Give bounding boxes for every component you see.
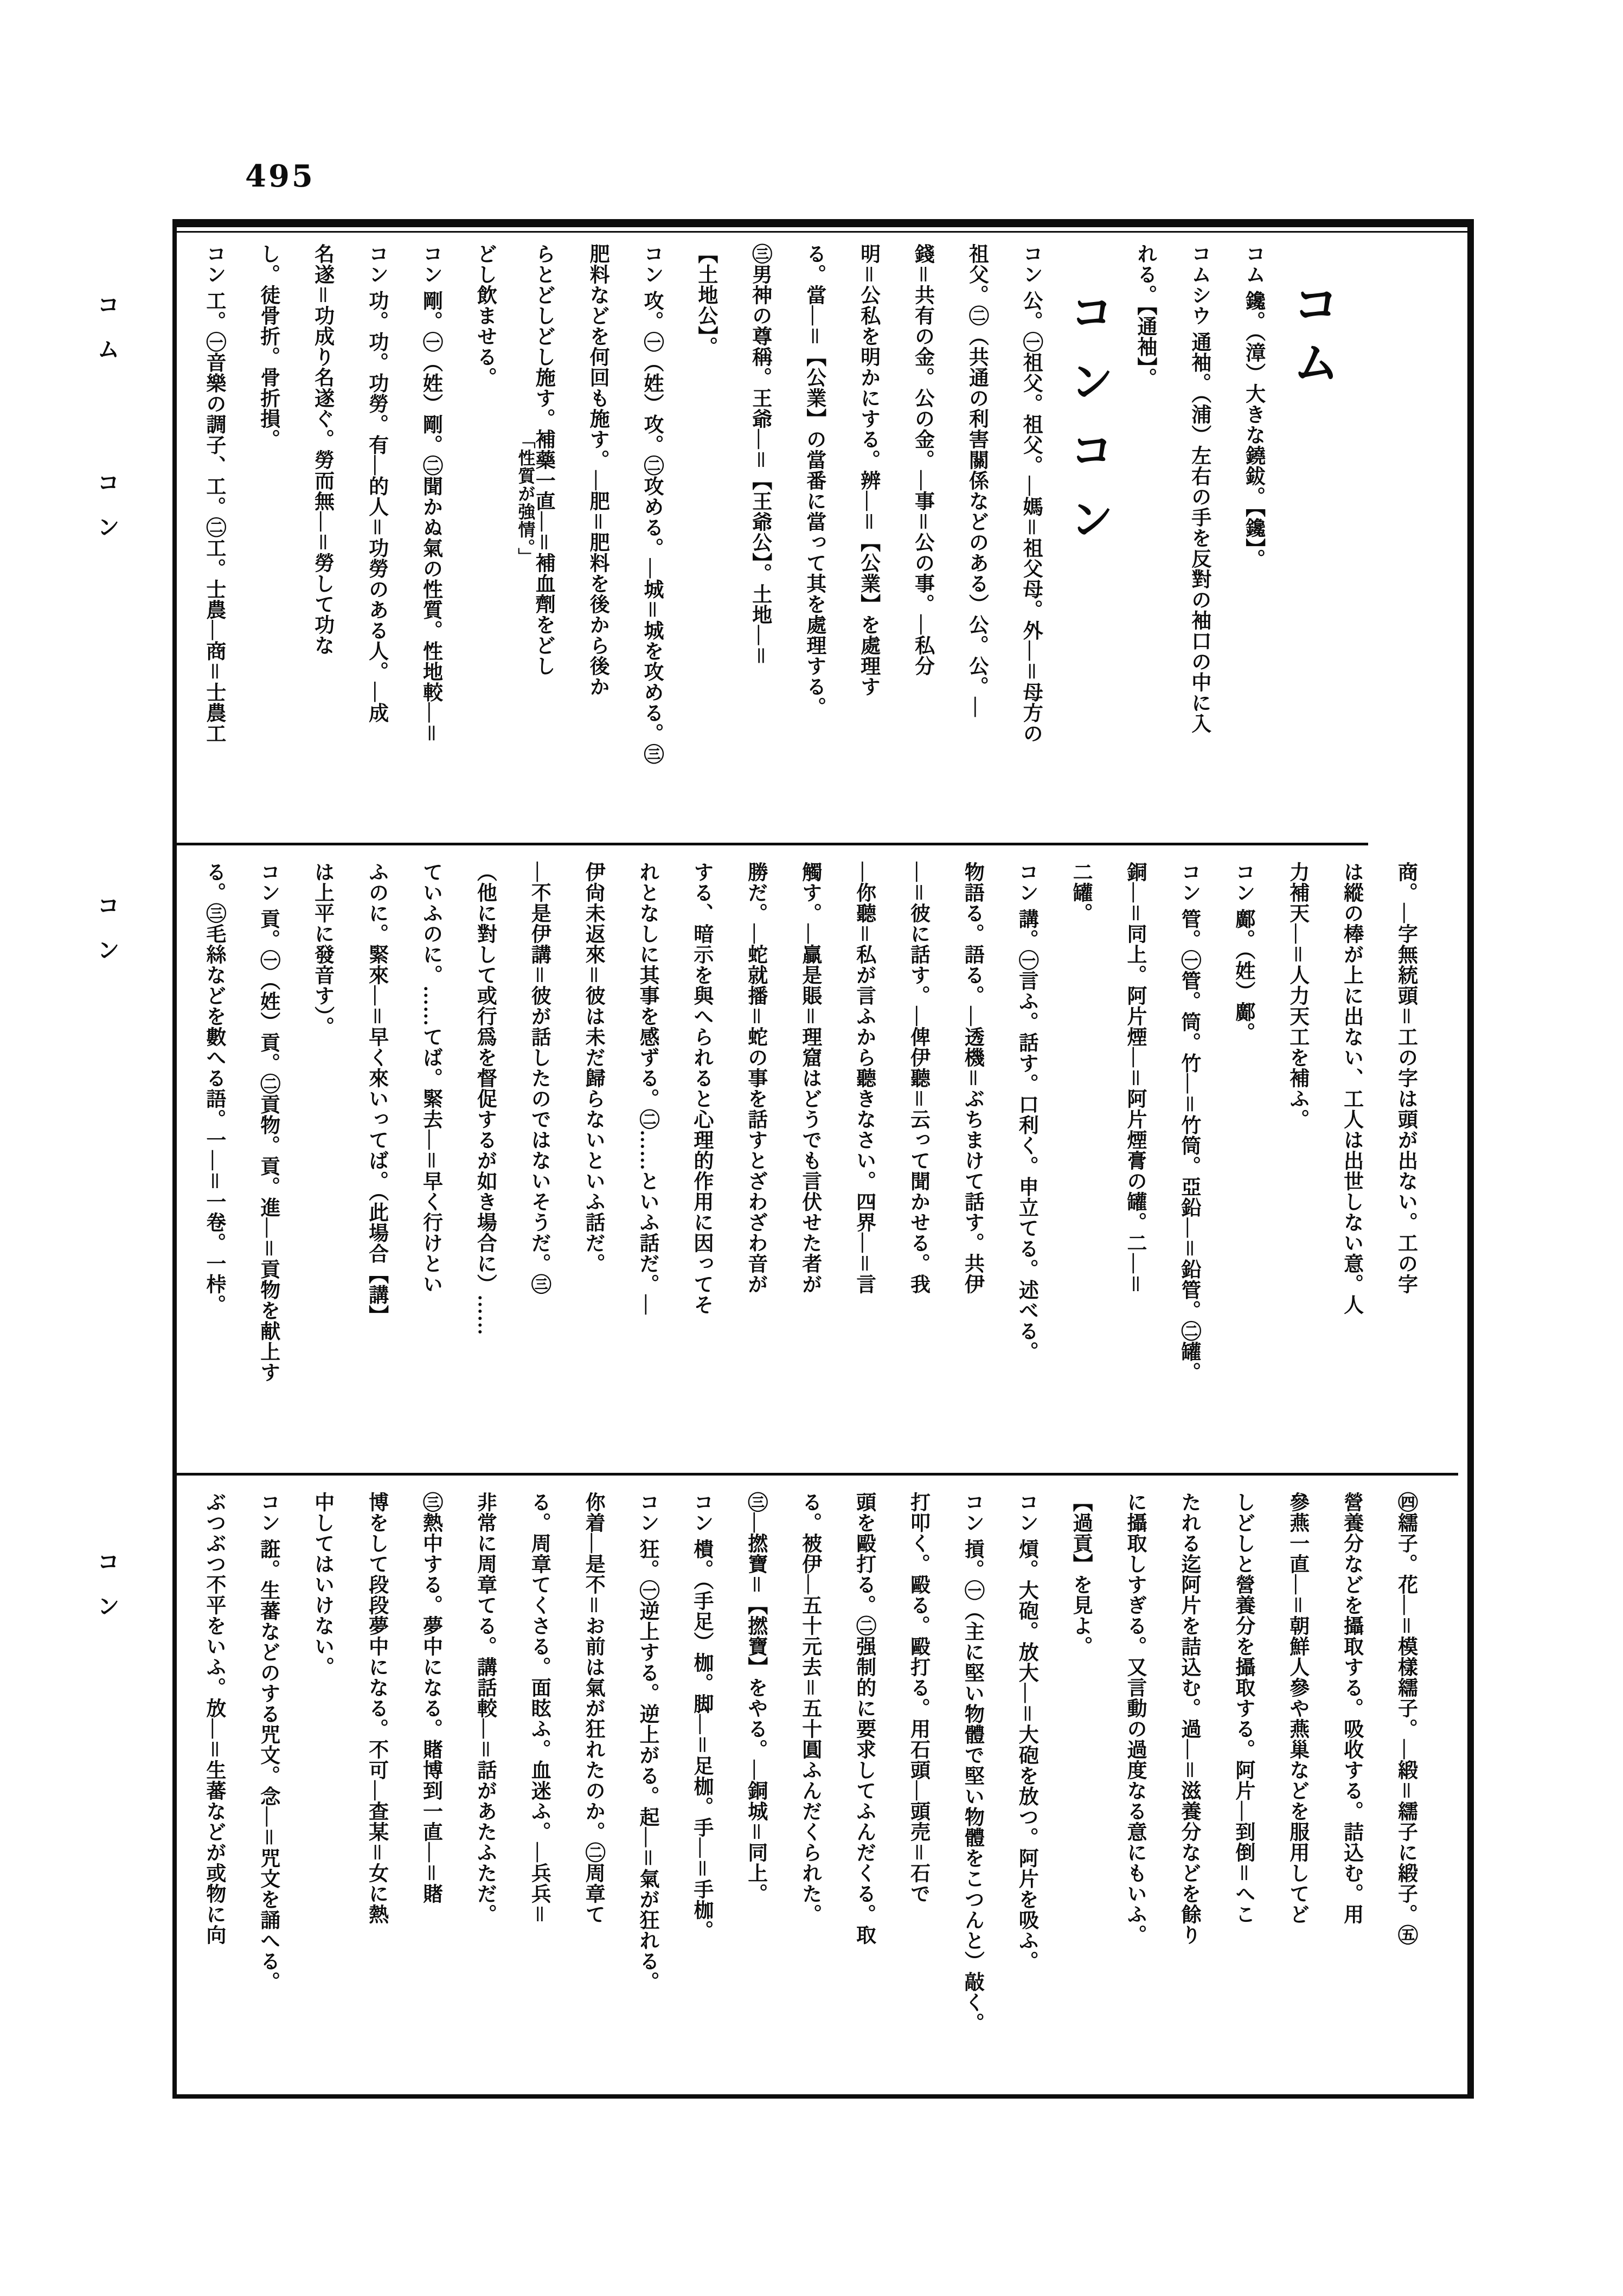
entry-text-column: 祖父。㊁（共通の利害關係などのある）公。公。― <box>965 243 988 717</box>
entry-text-column: に攝取しすぎる。又言動の過度なる意にもいふ。 <box>1124 1492 1146 1945</box>
entry-text-column: る。㊂毛絲などを數へる語。一―＝一卷。一桛。 <box>202 862 225 1315</box>
entry-text-column: コン 鄺。（姓）鄺。 <box>1231 862 1254 1043</box>
entry-text-column: れとなしに其事を感ずる。㊁……といふ話だ。― <box>636 862 659 1315</box>
entry-text-column: 銅―＝同上。阿片煙―＝阿片煙膏の罐。二―＝ <box>1124 862 1146 1294</box>
entry-text-column: 博をして段段夢中になる。不可―查某＝女に熱 <box>365 1492 388 1925</box>
margin-syllable-label: コン <box>94 1550 119 1639</box>
inline-quote-column: 「性質が強情。」 <box>516 431 536 566</box>
entry-text-column: コン 熕。大砲。放大―＝大砲を放つ。阿片を吸ふ。 <box>1015 1492 1038 1972</box>
entry-text-column: ㊂男神の尊稱。王爺―＝【王爺公】。土地―＝ <box>748 243 771 666</box>
entry-text-column: る。被伊―五十元去＝五十圓ふんだくられた。 <box>798 1492 821 1925</box>
entry-text-column: る。當―＝【公業】の當番に當って其を處理する。 <box>803 243 825 717</box>
entry-text-column: たれる迄阿片を詰込む。過―＝滋養分などを餘り <box>1177 1492 1200 1945</box>
dictionary-section-bottom <box>177 1476 1458 2089</box>
entry-text-column: コン 管。㊀管。筒。竹―＝竹筒。亞鉛―＝鉛管。㊁罐。 <box>1177 862 1200 1383</box>
syllable-heading-column: コンコン <box>1063 289 1113 565</box>
entry-text-column: どし飲ませる。 <box>473 243 496 388</box>
entry-text-column: 打叩く。毆る。毆打る。用石頭―頭売＝石で <box>907 1492 929 1904</box>
entry-text-column: る。周章てくさる。面眩ふ。血迷ふ。―兵兵＝ <box>528 1492 550 1925</box>
entry-text-column: コン 攻。㊀（姓）攻。㊁攻める。―城＝城を攻める。㊂ <box>640 243 663 765</box>
entry-text-column: 伊尙未返來＝彼は未だ歸らないといふ話だ。 <box>582 862 605 1274</box>
entry-text-column: ―你聽＝私が言ふから聽きなさい。四界―＝言 <box>852 862 875 1294</box>
entry-text-column: 錢＝共有の金。公の金。―事＝公の事。―私分 <box>911 243 934 676</box>
entry-text-column: ㊂―撚寶＝【撚寶】をやる。―銅城＝同上。 <box>744 1492 767 1904</box>
entry-text-column: コン 功。功。功勞。有―的人＝功勞のある人。―成 <box>365 243 388 723</box>
entry-text-column: コン 樻。（手足）枷。脚―＝足枷。手―＝手枷。 <box>690 1492 713 1941</box>
entry-text-column: 中してはいけない。 <box>311 1492 333 1677</box>
entry-text-column: コン 剛。㊀（姓）剛。㊁聞かぬ氣の性質。性地較―＝ <box>419 243 442 744</box>
entry-text-column: 觸す。―贏是賬＝理窟はどうでも言伏せた者が <box>798 862 821 1294</box>
entry-text-column: し。徒骨折。骨折損。 <box>256 243 279 450</box>
entry-text-column: しどしと營養分を攝取する。阿片―到倒＝へこ <box>1231 1492 1254 1925</box>
entry-text-column: は縱の棒が上に出ない、工人は出世しない意。人 <box>1340 862 1363 1315</box>
entry-text-column: 【土地公】。 <box>694 243 717 357</box>
entry-text-column: コン 工。㊀音樂の調子、工。㊁工。士農―商＝士農工 <box>202 243 225 744</box>
entry-text-column: ふのに。緊來―＝早く來いってば。（此場合【講】 <box>365 862 388 1326</box>
entry-text-column: 商。―字無統頭＝工の字は頭が出ない。工の字 <box>1394 862 1417 1294</box>
entry-text-column: コム 鑱。（漳）大きな鐃鈸。【鑱】。 <box>1242 243 1265 569</box>
entry-text-column: コン 狂。㊀逆上する。逆上がる。起―＝氣が狂れる。 <box>636 1492 659 1992</box>
page-number: 495 <box>245 158 315 194</box>
entry-text-column: 參燕一直―＝朝鮮人參や燕巢などを服用してど <box>1286 1492 1308 1925</box>
entry-text-column: 物語る。語る。―透機＝ぶちまけて話す。共伊 <box>961 862 984 1294</box>
entry-text-column: ㊃繻子。花―＝模樣繻子。―緞＝繻子に緞子。㊄ <box>1394 1492 1417 1945</box>
entry-text-column: 力補天―＝人力天工を補ふ。 <box>1286 862 1308 1130</box>
entry-text-column: れる。【通袖】。 <box>1133 243 1156 388</box>
margin-syllable-label: コム <box>94 293 119 382</box>
top-rule-line <box>177 231 1467 233</box>
entry-text-column: 勝だ。―蛇就播＝蛇の事を話すとざわざわ音が <box>744 862 767 1294</box>
entry-text-column: ていふのに。……てば。緊去―＝早く行けとい <box>419 862 442 1294</box>
entry-text-column: コン 講。㊀言ふ。話す。口利く。申立てる。述べる。 <box>1015 862 1038 1362</box>
entry-text-column: は上平に發音す）。 <box>311 862 333 1037</box>
entry-text-column: 營養分などを攝取する。吸收する。詰込む。用 <box>1340 1492 1363 1925</box>
entry-text-column: コン 公。㊀祖父。祖父。―媽＝祖父母。外―＝母方の <box>1019 243 1042 744</box>
entry-text-column: コン 貢。㊀（姓）貢。㊁貢物。貢。進―＝貢物を献上す <box>256 862 279 1383</box>
entry-text-column: 頭を毆打る。㊁强制的に要求してふんだくる。取 <box>852 1492 875 1945</box>
entry-text-column: ―＝彼に話す。―俾伊聽＝云って聞かせる。我 <box>907 862 929 1294</box>
entry-text-column: コン 摃。㊀（主に堅い物體で堅い物體をこつんと）敲く。 <box>961 1492 984 2034</box>
entry-text-column: する、暗示を與へられると心理的作用に因ってそ <box>690 862 713 1315</box>
syllable-heading-column: コム <box>1285 279 1338 396</box>
entry-text-column: コン 誑。生蕃などのする咒文。念―＝咒文を誦へる。 <box>256 1492 279 1992</box>
dictionary-box <box>172 219 1474 2099</box>
entry-text-column: （他に對して或行爲を督促するが如き場合に）…… <box>473 862 496 1336</box>
entry-text-column: 二罐。 <box>1069 862 1092 923</box>
margin-syllable-label: コン <box>94 471 119 560</box>
entry-text-column: 你着―是不＝お前は氣が狂れたのか。㊁周章て <box>582 1492 605 1925</box>
entry-text-column: ㊂熱中する。夢中になる。賭博到一直―＝賭 <box>419 1492 442 1904</box>
entry-text-column: 名遂＝功成り名遂ぐ。勞而無―＝勞して功な <box>311 243 333 656</box>
dictionary-section-middle <box>177 845 1458 1476</box>
entry-text-column: コムシウ 通袖。（浦）左右の手を反對の袖口の中に入 <box>1188 243 1210 734</box>
entry-text-column: 【過貢】を見よ。 <box>1069 1492 1092 1657</box>
entry-text-column: 非常に周章てる。講話較―＝話があたふただ。 <box>473 1492 496 1925</box>
entry-text-column: らとどしどし施す。補藥一直―＝補血劑をどし <box>532 243 555 676</box>
entry-text-column: 明＝公私を明かにする。辨―＝【公業】を處理す <box>857 243 880 697</box>
entry-text-column: ぶつぶつ不平をいふ。放―＝生蕃などが或物に向 <box>202 1492 225 1945</box>
entry-text-column: ―不是伊講＝彼が話したのではないそうだ。㊂ <box>528 862 550 1294</box>
dictionary-section-top <box>177 227 1368 845</box>
entry-text-column: 肥料などを何回も施す。―肥＝肥料を後から後か <box>586 243 609 697</box>
margin-syllable-label: コン <box>94 894 119 983</box>
